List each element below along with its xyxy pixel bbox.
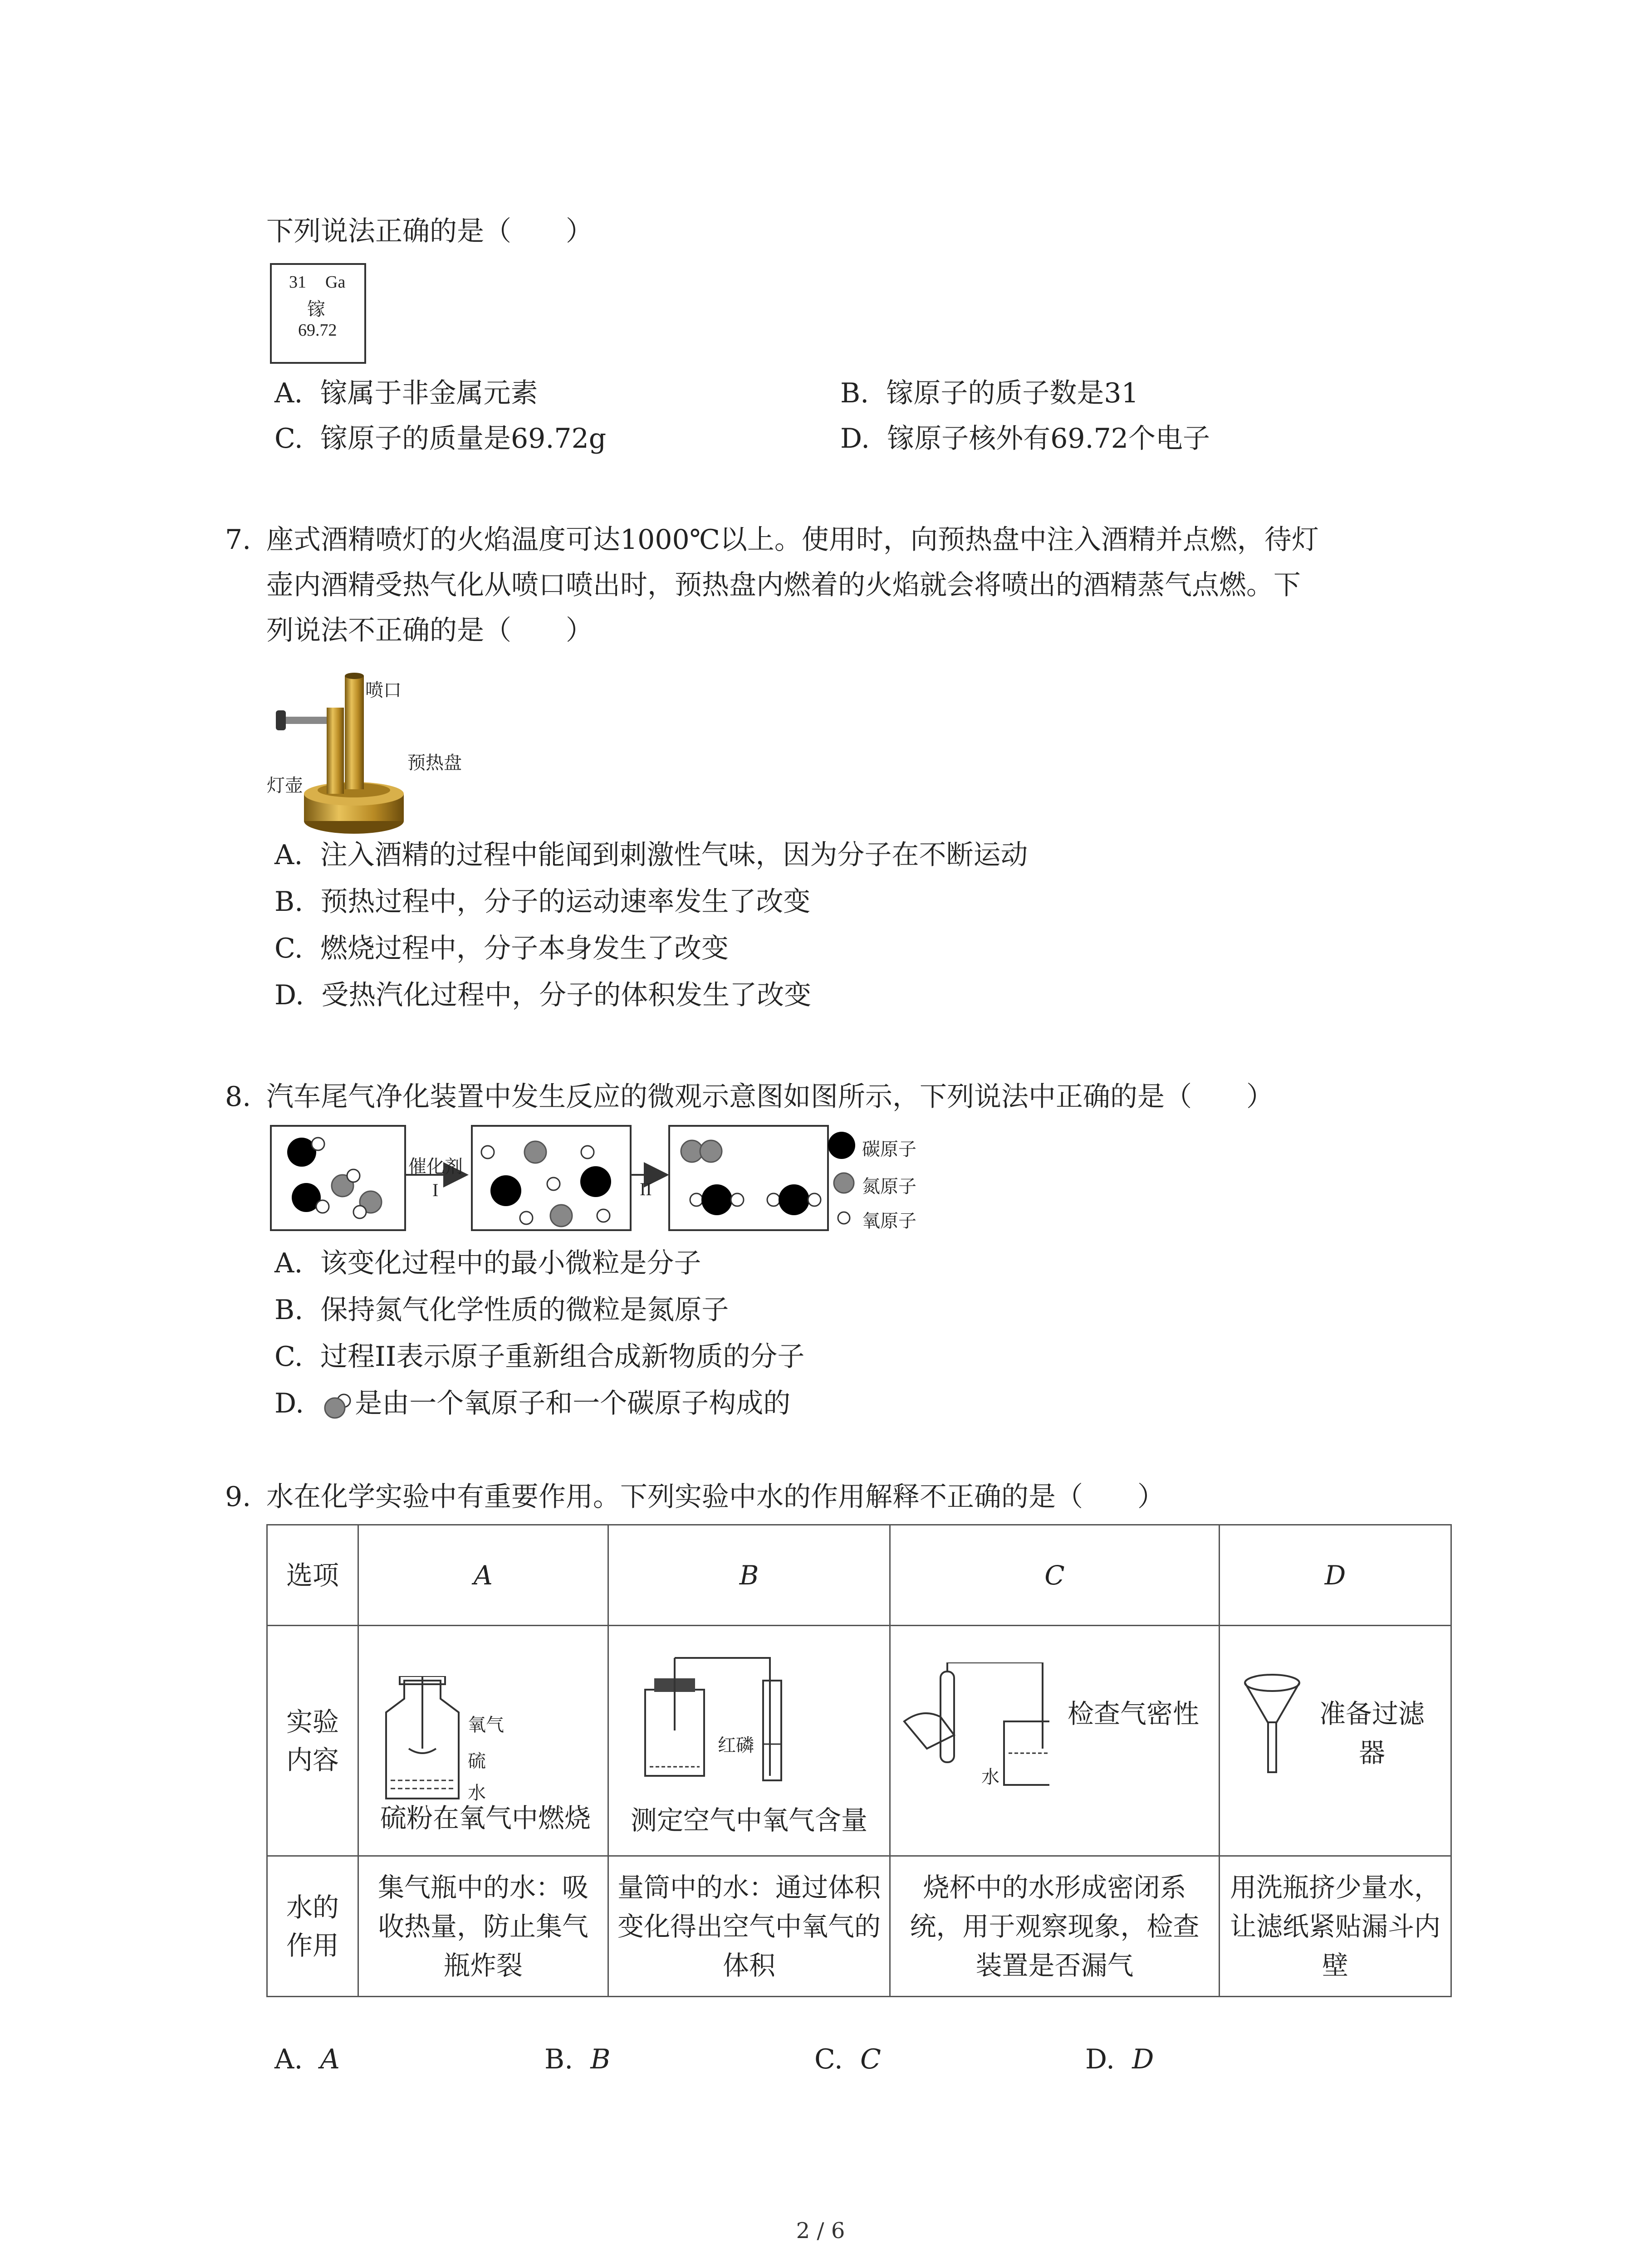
label-oxygen: 氧气 [468,1715,504,1735]
label-catalyst: 催化剂 [408,1156,463,1177]
co-molecule-icon [321,1391,355,1420]
label-step-2: II [640,1179,652,1199]
content-b [608,1626,890,1856]
q7-stem-line-1: 座式酒精喷灯的火焰温度可达1000℃以上。使用时，向预热盘中注入酒精并点燃，待灯 [266,524,1319,556]
role-d: 用洗瓶挤少量水，让滤纸紧贴漏斗内壁 [1220,1856,1451,1997]
element-name: 镓 [307,299,325,320]
q9-stem: 水在化学实验中有重要作用。下列实验中水的作用解释不正确的是（ ） [266,1481,1165,1513]
gas-jar-icon [372,1676,472,1803]
element-mass: 69.72 [298,321,337,340]
legend-oxygen: 氧原子 [862,1211,916,1232]
role-b: 量筒中的水：通过体积变化得出空气中氧气的体积 [608,1856,890,1997]
header-b: B [608,1525,890,1626]
alcohol-blowtorch-figure [263,658,462,848]
q9-option-a: A. A [274,2043,340,2075]
q9-table [266,1524,1452,1997]
content-d [1220,1626,1451,1856]
q7-option-b: B. 预热过程中，分子的运动速率发生了改变 [274,886,811,918]
role-c: 烧杯中的水形成密闭系统，用于观察现象，检查装置是否漏气 [890,1856,1220,1997]
q8-option-d: D. 是由一个氧原子和一个碳原子构成的 [274,1388,791,1419]
q7-number: 7. [225,524,251,556]
q8-stem: 汽车尾气净化装置中发生反应的微观示意图如图所示，下列说法中正确的是（ ） [266,1081,1274,1113]
label-preheat-plate: 预热盘 [407,753,462,773]
header-a: A [358,1525,608,1626]
q6-option-b: B. 镓原子的质子数是31 [840,377,1139,409]
reaction-micro-diagram [270,1125,937,1234]
q8-option-b: B. 保持氮气化学性质的微粒是氮原子 [274,1294,729,1326]
label-nozzle: 喷口 [365,680,402,701]
q9-option-c: C. C [814,2043,881,2075]
label-lamp-pot: 灯壶 [267,775,303,796]
q7-option-d: D. 受热汽化过程中，分子的体积发生了改变 [274,979,812,1011]
q8-option-a: A. 该变化过程中的最小微粒是分子 [274,1247,701,1279]
q6-stem: 下列说法正确的是（ ） [266,215,593,247]
q6-option-d: D. 镓原子核外有69.72个电子 [840,423,1210,455]
element-number: 31 [289,273,306,292]
content-b-text: 测定空气中氧气含量 [630,1805,867,1836]
phosphorus-apparatus-icon [627,1653,808,1789]
header-d: D [1220,1525,1451,1626]
q9-number: 9. [225,1481,251,1513]
q9-content-row [267,1626,1451,1856]
content-c-text: 检查气密性 [1068,1698,1200,1729]
label-red-phosphorus: 红磷 [718,1735,754,1756]
content-a-text: 硫粉在氧气中燃烧 [380,1803,591,1833]
header-c: C [890,1525,1220,1626]
q7-stem-line-2: 壶内酒精受热气化从喷口喷出时，预热盘内燃着的火焰就会将喷出的酒精蒸气点燃。下 [266,569,1301,601]
airtightness-apparatus-icon [900,1662,1049,1789]
q9-option-d: D. D [1085,2043,1154,2075]
content-d-text: 准备过滤器 [1319,1698,1425,1768]
element-symbol: Ga [325,273,346,292]
content-a [358,1626,608,1856]
label-water-c: 水 [981,1767,999,1788]
q6-option-a: A. 镓属于非金属元素 [274,377,538,409]
page-number: 2 / 6 [796,2218,845,2244]
q7-option-a: A. 注入酒精的过程中能闻到刺激性气味，因为分子在不断运动 [274,839,1028,871]
q9-option-b: B. B [544,2043,611,2075]
content-c [890,1626,1220,1856]
label-step-1: I [432,1180,439,1200]
q7-stem-line-3: 列说法不正确的是（ ） [266,615,593,646]
label-sulfur: 硫 [468,1751,486,1772]
funnel-icon [1238,1672,1306,1776]
label-water-role: 水的作用 [267,1856,358,1997]
header-option: 选项 [267,1525,358,1626]
reaction-drawing [270,1125,937,1234]
legend-nitrogen: 氮原子 [862,1176,916,1197]
q6-option-c: C. 镓原子的质量是69.72g [274,423,607,455]
gallium-element-card [270,263,366,364]
legend-carbon: 碳原子 [862,1139,916,1160]
label-experiment-content: 实验内容 [267,1626,358,1856]
q8-option-c: C. 过程II表示原子重新组合成新物质的分子 [274,1341,805,1373]
q9-header-row [267,1525,1451,1626]
q8-number: 8. [225,1081,251,1113]
label-water-a: 水 [468,1783,486,1804]
q9-role-row [267,1856,1451,1997]
role-a: 集气瓶中的水：吸收热量，防止集气瓶炸裂 [358,1856,608,1997]
q7-option-c: C. 燃烧过程中，分子本身发生了改变 [274,933,729,964]
